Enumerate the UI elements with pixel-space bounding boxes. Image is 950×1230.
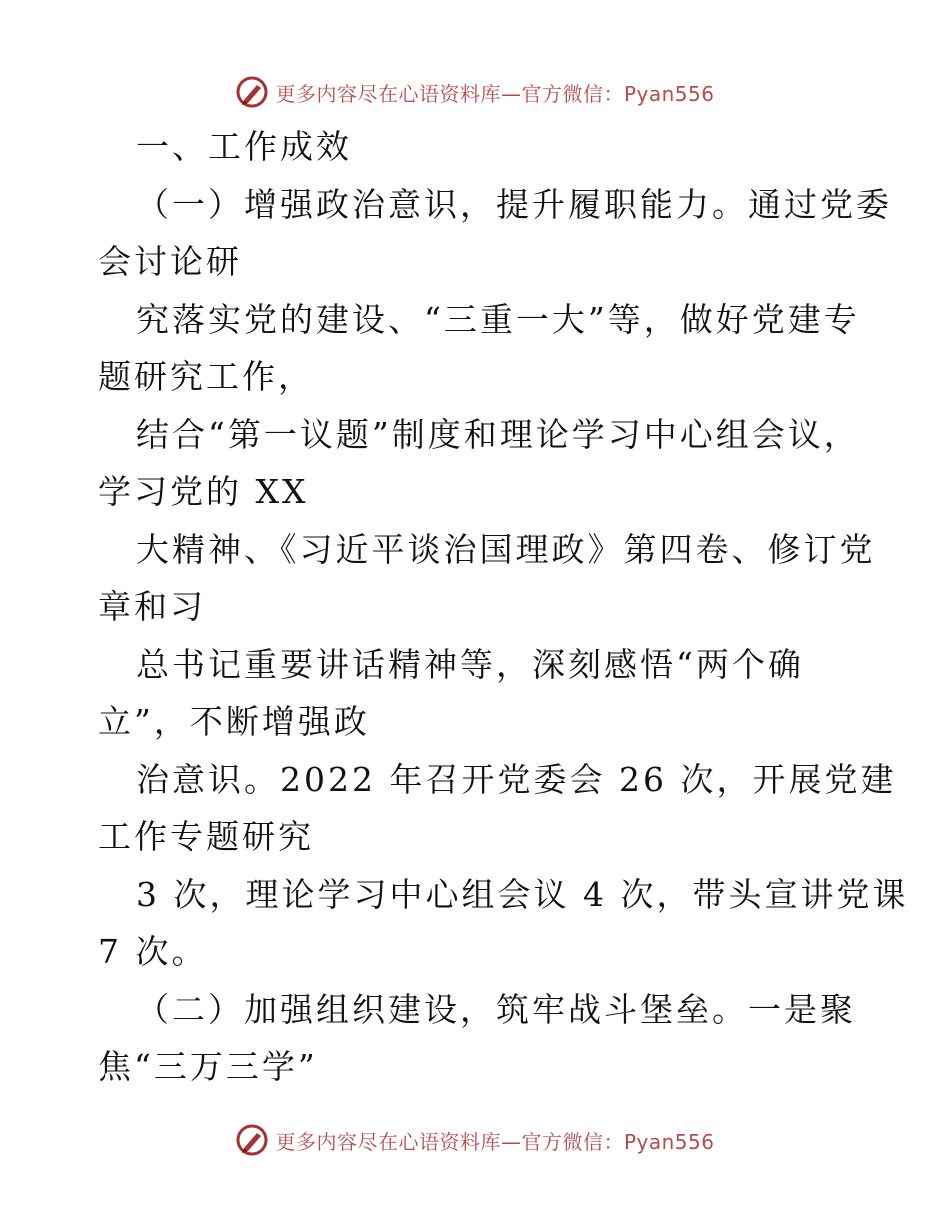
body-line: 大精神、《习近平谈治国理政》第四卷、修订党 [136, 529, 876, 569]
footer-banner-text: 更多内容尽在心语资料库—官方微信：Pyan556 [275, 1129, 715, 1154]
body-line: 学习党的 XX [98, 472, 309, 511]
pen-logo-icon [235, 1123, 269, 1157]
body-line: 7 次。 [98, 932, 208, 971]
body-line: 一、工作成效 [136, 127, 352, 166]
body-line: （二）加强组织建设，筑牢战斗堡垒。一是聚 [136, 989, 856, 1029]
body-line: 立”，不断增强政 [98, 702, 370, 741]
body-line: 究落实党的建设、“三重一大”等，做好党建专 [136, 299, 860, 339]
body-line: 会讨论研 [98, 242, 242, 281]
body-line: 题研究工作， [98, 357, 314, 396]
document-body [98, 118, 909, 1096]
body-line: 3 次，理论学习中心组会议 4 次，带头宣讲党课 [136, 874, 909, 914]
body-line: 焦“三万三学” [98, 1047, 318, 1086]
body-line: 总书记重要讲话精神等，深刻感悟“两个确 [136, 644, 804, 684]
header-banner [0, 70, 950, 114]
body-line: 工作专题研究 [98, 817, 314, 856]
body-line: 结合“第一议题”制度和理论学习中心组会议， [136, 414, 860, 454]
pen-logo-icon [235, 75, 269, 109]
footer-banner [0, 1118, 950, 1162]
header-banner-text: 更多内容尽在心语资料库—官方微信：Pyan556 [275, 81, 715, 106]
body-line: （一）增强政治意识，提升履职能力。通过党委 [136, 184, 892, 224]
body-line: 治意识。2022 年召开党委会 26 次，开展党建 [136, 759, 897, 799]
body-line: 章和习 [98, 587, 206, 626]
